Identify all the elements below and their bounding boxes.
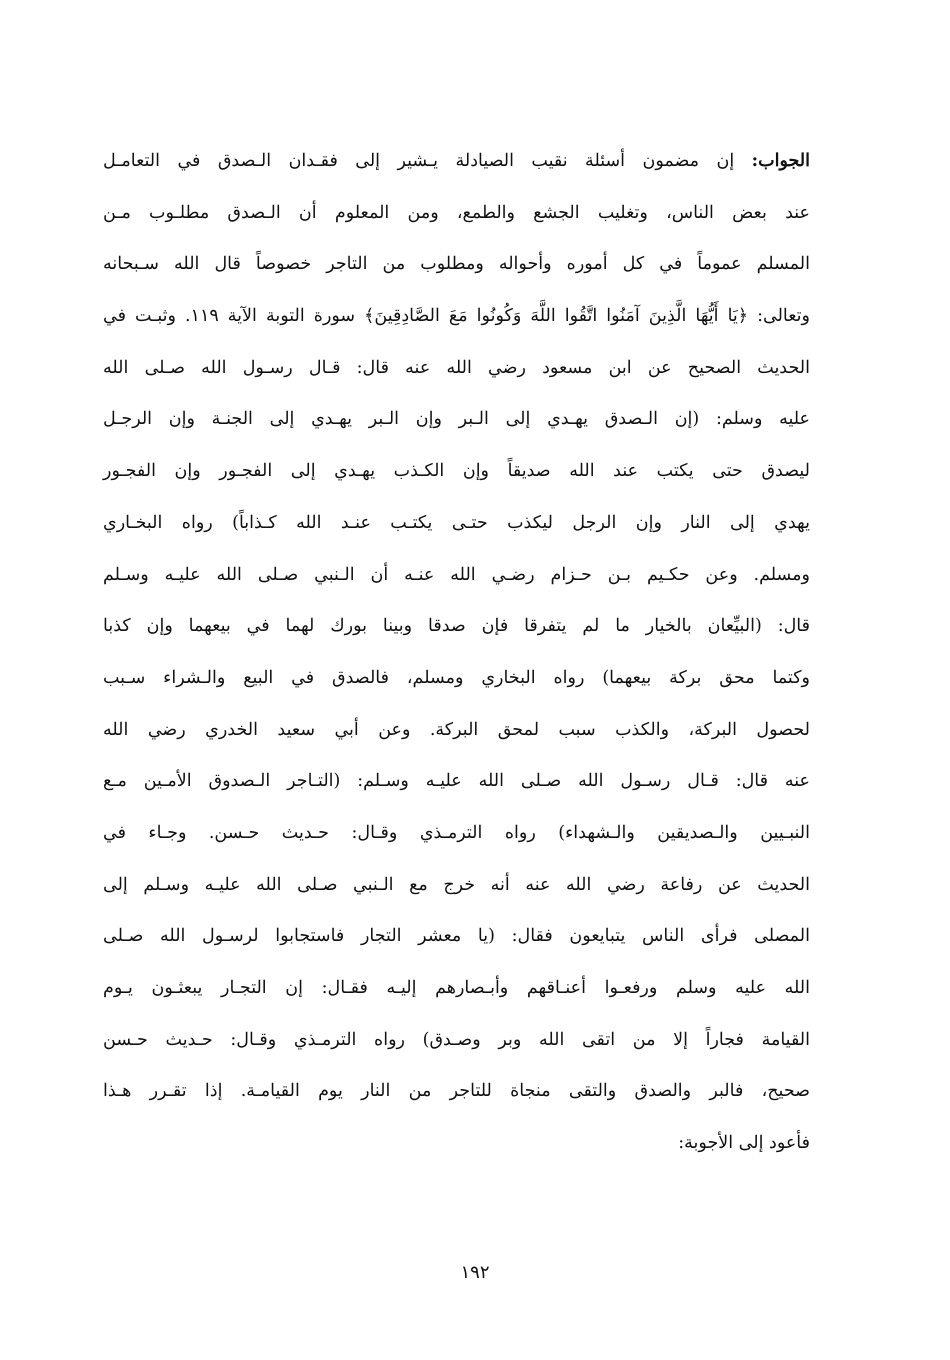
text-line: وكتما محق بركة بيعهما) رواه البخاري ومسلم، فالصدق في البيع والـشراء سـبب: [103, 667, 810, 688]
text-line: قال: (البيِّعان بالخيار ما لم يتفرقا فإن صدقا وبينا بورك لهما في بيعهما وإن كذبا: [103, 616, 810, 637]
text-line: عند بعض الناس، وتغليب الجشع والطمع، ومن المعلوم أن الـصدق مطلـوب مـن: [103, 202, 810, 223]
text-line: المسلم عموماً في كل أموره وأحواله ومطلوب من التاجر خصوصاً قال الله سـبحانه: [103, 254, 810, 275]
answer-label: الجواب:: [751, 151, 810, 171]
text-line: الله عليه وسلم ورفعـوا أعنـاقهم وأبـصارهم إليـه فقـال: إن التجـار يبعثـون يـوم: [103, 978, 810, 998]
text-line: فأعود إلى الأجوبة:: [678, 1133, 810, 1154]
text-line: عنه قال: قـال رسـول الله صـلى الله عليـه وسـلم: (التـاجر الـصدوق الأمـين مـع: [103, 771, 810, 792]
text-line: ومسلم. وعن حكـيم بـن حـزام رضـي الله عنـه أن الـنبي صـلى الله عليـه وسـلم: [103, 564, 810, 585]
text-line: صحيح، فالبر والصدق والتقى منجاة للتاجر من النار يوم القيامـة. إذا تقـرر هـذا: [103, 1081, 810, 1102]
text-line: وتعالى: ﴿يَا أَيُّهَا الَّذِينَ آمَنُوا اتَّقُوا اللَّهَ وَكُونُوا مَعَ الصَّادِقِينَ﴾ سورة التوبة الآية ١١٩. وثبـت في: [103, 306, 810, 327]
text-line: القيامة فجاراً إلا من اتقى الله وبر وصـدق) رواه الترمـذي وقـال: حـديث حـسن: [103, 1029, 810, 1050]
page-number: ١٩٢: [460, 1262, 490, 1283]
text-line: المصلى فرأى الناس يتبايعون فقال: (يا معشر التجار فاستجابوا لرسـول الله صـلى: [103, 926, 810, 947]
text-line: لحصول البركة، والكذب سبب لمحق البركة. وعن أبي سعيد الخدري رضي الله: [103, 719, 810, 740]
text-line: الحديث الصحيح عن ابن مسعود رضي الله عنه قال: قـال رسـول الله صـلى الله: [103, 357, 810, 378]
text-line: يهدي إلى النار وإن الرجل ليكذب حتـى يكتـب عنـد الله كـذاباً) رواه البخـاري: [103, 512, 810, 533]
text-line: الحديث عن رفاعة رضي الله عنه أنه خرج مع الـنبي صـلى الله عليـه وسـلم إلى: [103, 874, 810, 895]
line-text: إن مضمون أسئلة نقيب الصيادلة يـشير إلى فقـدان الـصدق في التعامـل: [103, 151, 752, 171]
text-line: ليصدق حتى يكتب عند الله صديقاً وإن الكـذب يهـدي إلى الفجـور وإن الفجـور: [103, 461, 810, 482]
text-line: النبـيين والـصديقين والـشهداء) رواه الترمـذي وقـال: حـديث حـسن. وجـاء في: [103, 822, 810, 843]
text-line: عليه وسلم: (إن الـصدق يهـدي إلى الـبر وإن الـبر يهـدي إلى الجنـة وإن الرجـل: [103, 409, 810, 430]
text-line: [103, 136, 810, 188]
body-text: [103, 136, 810, 1170]
